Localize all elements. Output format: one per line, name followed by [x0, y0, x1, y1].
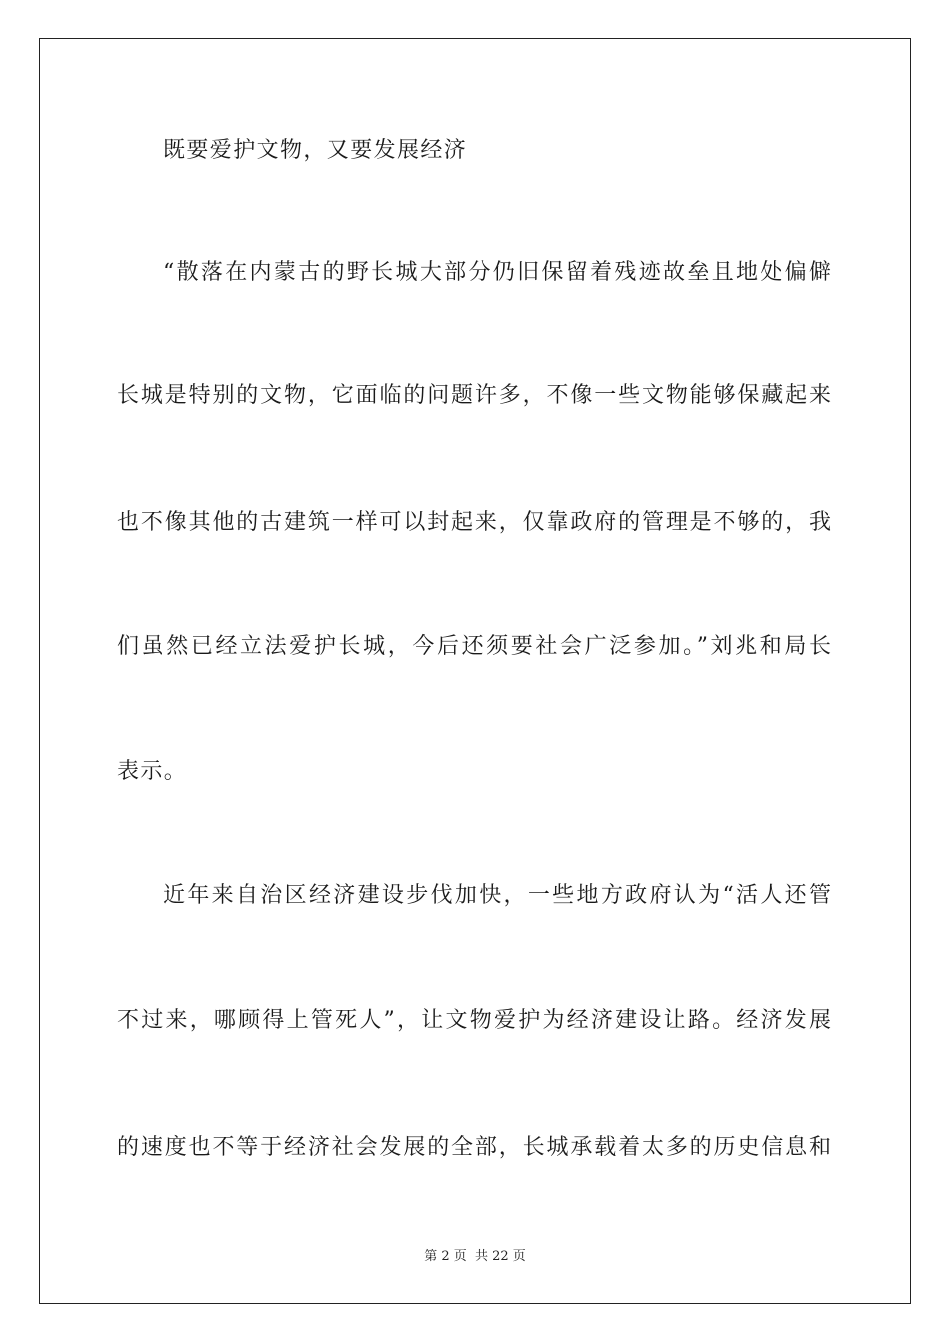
paragraph-line: 也不像其他的古建筑一样可以封起来，仅靠政府的管理是不够的，我 — [117, 510, 831, 535]
paragraph-line: 的速度也不等于经济社会发展的全部，长城承载着太多的历史信息和 — [117, 1135, 831, 1160]
paragraph-line: “散落在内蒙古的野长城大部分仍旧保留着残迹故垒且地处偏僻 — [163, 260, 831, 285]
page-number: 第 2 页 — [424, 1249, 467, 1264]
heading-line: 既要爱护文物，又要发展经济 — [163, 138, 468, 163]
page-border — [39, 38, 911, 1304]
page-total: 共 22 页 — [474, 1249, 526, 1264]
paragraph-line: 们虽然已经立法爱护长城，今后还须要社会广泛参加。”刘兆和局长 — [117, 634, 831, 659]
paragraph-line: 近年来自治区经济建设步伐加快，一些地方政府认为“活人还管 — [163, 883, 831, 908]
paragraph-line: 不过来，哪顾得上管死人”，让文物爱护为经济建设让路。经济发展 — [117, 1008, 831, 1033]
paragraph-line: 长城是特别的文物，它面临的问题许多，不像一些文物能够保藏起来 — [117, 383, 831, 408]
page-footer — [0, 1248, 950, 1266]
paragraph-line: 表示。 — [117, 759, 188, 784]
